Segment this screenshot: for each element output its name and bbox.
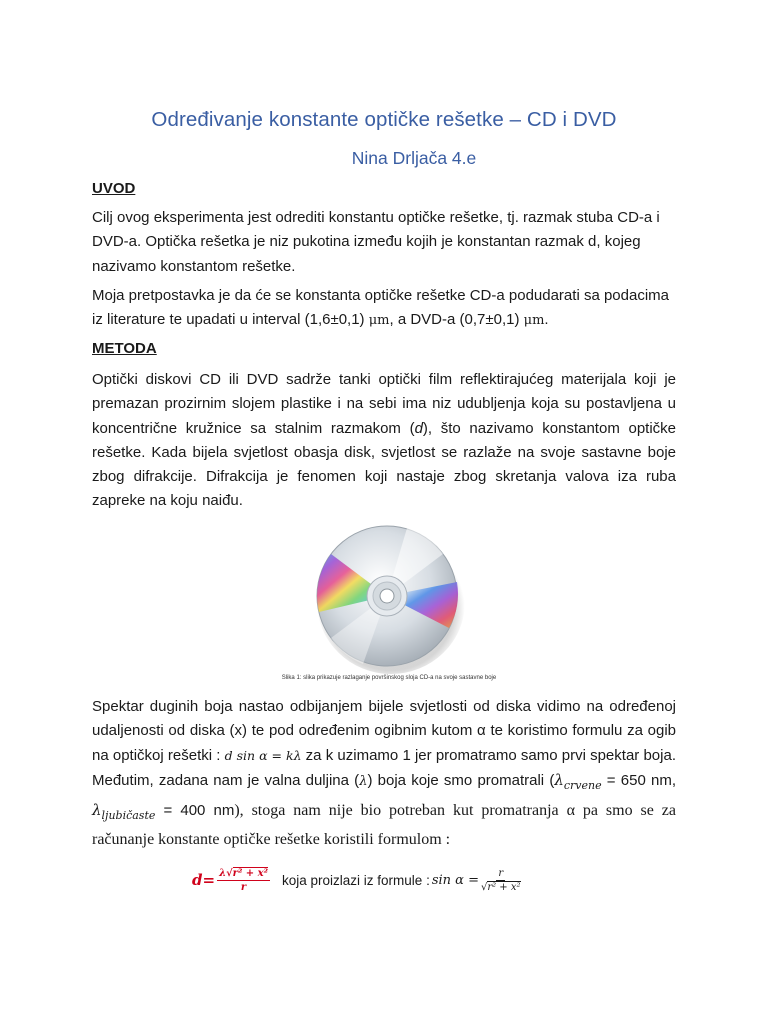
formula-rhs-denominator-wrap: √r² + x² — [480, 881, 521, 893]
figure-caption: Slika 1: slika prikazuje razlaganje površinskog sloja CD-a na svoje sastavne boje — [281, 675, 497, 681]
uvod-paragraph-2 — [92, 284, 676, 334]
metoda-paragraph-1 — [92, 368, 676, 514]
unit-micrometer-cd: μm — [368, 313, 390, 329]
uvod-paragraph-1-text: Cilj ovog eksperimenta jest odrediti konstantu optičke rešetke, tj. razmak stuba CD-a i DVD-a. Optička rešetka je niz pukotina između kojih je konstantan razmak d, kojeg nazivamo konstantom rešetke. — [92, 209, 660, 275]
metoda-p1-part-b: ), što nazivamo konstantom optičke rešetke. Kada bijela svjetlost obasja disk, svjetlost se razlaže na svoje sastavne boje zbog difrakcije. Difrakcija je fenomen koji nastaje zbog skretanja valova iza ruba zapreke na koju naiđu. — [92, 419, 677, 510]
formula-fraction — [217, 867, 270, 894]
lambda-symbol: λ — [359, 773, 368, 789]
formula-equals: = — [202, 871, 216, 889]
unit-micrometer-dvd: μm — [523, 313, 545, 329]
metoda-paragraph-1-text — [92, 368, 676, 514]
formula-rhs-lhs: sin α = — [431, 872, 479, 888]
metoda-p2-part-b: za k uzimamo 1 jer promatramo samo prvi spektar boja. Međutim, zadana nam je valna duljina ( — [92, 746, 676, 789]
lambda-red-subscript: crvene — [563, 778, 602, 792]
metoda-paragraph-2-text — [92, 695, 676, 853]
heading-metoda: METODA — [92, 340, 157, 357]
metoda-paragraph-2 — [92, 695, 676, 853]
formula-mid-text: koja proizlazi iz formule : — [282, 872, 430, 888]
formula-lhs-d: d — [192, 871, 203, 889]
document-author: Nina Drljača 4.e — [351, 148, 477, 168]
cd-disc-image — [311, 520, 467, 676]
metoda-p1-d: d — [414, 419, 423, 437]
uvod-p2-part-a: Moja pretpostavka je da će se konstanta optičke rešetke CD-a podudarati sa podacima iz literature te upadati u interval (1,6±0,1) — [92, 287, 669, 329]
formula-numerator-root: r² + x² — [232, 867, 269, 879]
formula-rhs-numerator: r — [498, 867, 504, 879]
formula-numerator: λ√r² + x² — [219, 867, 269, 879]
lambda-violet-subscript: ljubičaste — [101, 809, 156, 823]
metoda-p2-part-a: Spektar duginih boja nastao odbijanjem bijele svjetlosti od diska vidimo na određenoj udaljenosti od diska (x) te pod određenim ogibnim kutom α te koristimo formulu za ogib na optičkoj rešetki : — [92, 698, 676, 764]
metoda-p1-part-a: Optički diskovi CD ili DVD sadrže tanki optički film reflektirajućeg materijala koji je premazan prozirnim slojem plastike i na sebi ima niz udubljenja koja su postavljena u koncentrične kružnice sa stalnim razmakom ( — [92, 371, 676, 437]
lambda-violet-symbol: λ — [92, 801, 102, 820]
uvod-p2-part-c: . — [544, 311, 549, 329]
formula-numerator-lambda: λ — [219, 867, 227, 879]
grating-formula-inline: d sin α = kλ — [224, 747, 302, 763]
formula-denominator: r — [240, 881, 247, 893]
uvod-paragraph-2-text — [92, 284, 676, 334]
metoda-p2-part-d: ), stoga nam nije bio potreban kut promatranja α pa smo se za računanje konstante optičke rešetke koristili formulom : — [92, 802, 676, 849]
uvod-paragraph-1 — [92, 206, 676, 279]
lambda-violet-value: = 400 nm — [155, 802, 235, 820]
metoda-p2-part-c: ) boja koje smo promatrali ( — [367, 771, 555, 789]
uvod-p2-part-b: , a DVD-a (0,7±0,1) — [389, 311, 524, 329]
heading-uvod: UVOD — [92, 180, 136, 197]
cd-disc-graphic — [311, 520, 467, 676]
constant-formula — [192, 860, 523, 900]
formula-rhs-fraction — [481, 867, 521, 894]
lambda-red-symbol: λ — [554, 770, 564, 789]
lambda-red-value: = 650 nm, — [601, 771, 677, 789]
formula-rhs-denominator: r² + x² — [487, 881, 521, 893]
document-title: Određivanje konstante optičke rešetke – CD i DVD — [151, 108, 617, 131]
